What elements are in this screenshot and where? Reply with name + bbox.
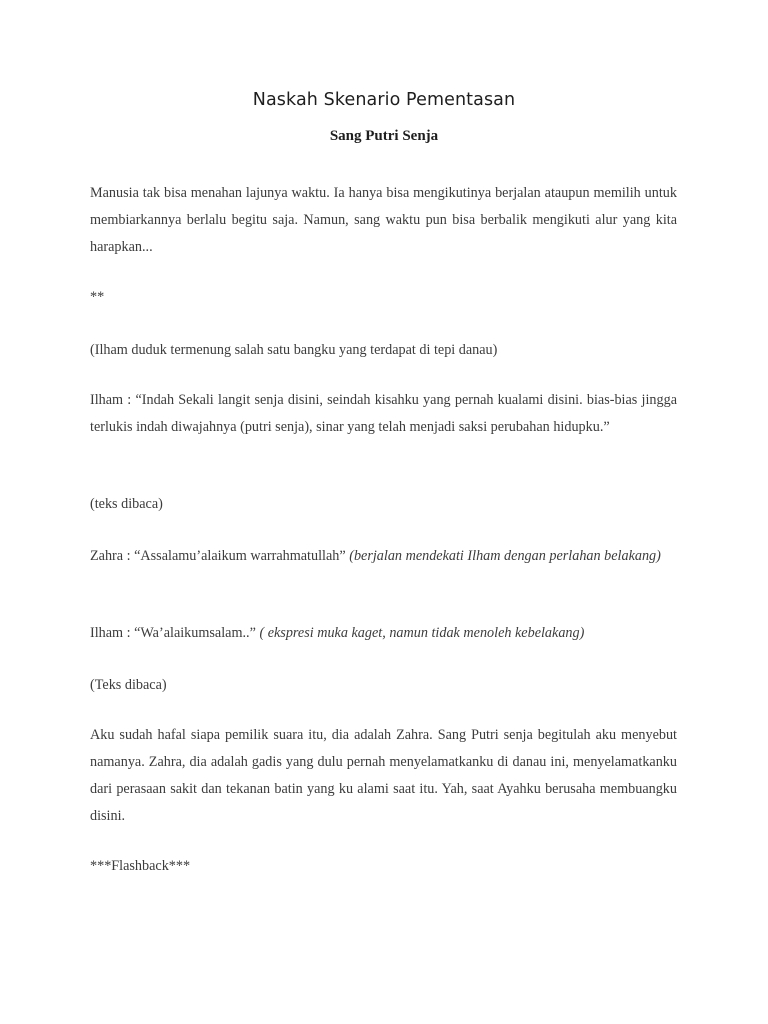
narration-paragraph: Aku sudah hafal siapa pemilik suara itu, dia adalah Zahra. Sang Putri senja begitulah aku menyebut namanya. Zahra, dia adalah gadis yang dulu pernah menyelamatkanku di danau ini, menyelamatkanku dari perasaan sakit dan tekanan batin yang ku alami saat itu. Yah, saat Ayahku berusaha membuangku disini. bbox=[90, 727, 677, 824]
flashback-marker: ***Flashback*** bbox=[90, 858, 191, 874]
scene-separator: ** bbox=[90, 289, 105, 305]
dialogue-ilham-1: Ilham : “Indah Sekali langit senja disini, seindah kisahku yang pernah kualami disini. bias-bias jingga terlukis indah diwajahnya (putri senja), sinar yang telah menjadi saksi perubahan hidupku.” bbox=[90, 392, 677, 435]
stage-teks-dibaca-2: (Teks dibaca) bbox=[90, 677, 167, 693]
intro-paragraph: Manusia tak bisa menahan lajunya waktu. Ia hanya bisa mengikutinya berjalan ataupun memilih untuk membiarkannya berlalu begitu saja. Namun, sang waktu pun bisa berbalik mengikuti alur yang kita harapkan... bbox=[90, 185, 677, 255]
document-subtitle: Sang Putri Senja bbox=[329, 128, 439, 144]
document-title: Naskah Skenario Pementasan bbox=[252, 90, 516, 110]
stage-teks-dibaca-1: (teks dibaca) bbox=[90, 496, 163, 512]
dialogue-ilham-2-stage-direction: ( ekspresi muka kaget, namun tidak menoleh kebelakang) bbox=[259, 625, 585, 641]
dialogue-zahra-speech: Zahra : “Assalamu’alaikum warrahmatullah” bbox=[90, 548, 350, 564]
stage-direction-ilham-sits: (Ilham duduk termenung salah satu bangku yang terdapat di tepi danau) bbox=[90, 342, 498, 358]
dialogue-ilham-2-speech: Ilham : “Wa’alaikumsalam..” bbox=[90, 625, 260, 641]
dialogue-ilham-2 bbox=[90, 620, 677, 647]
dialogue-zahra bbox=[90, 543, 677, 570]
dialogue-zahra-stage-direction: (berjalan mendekati Ilham dengan perlahan belakang) bbox=[349, 548, 661, 564]
